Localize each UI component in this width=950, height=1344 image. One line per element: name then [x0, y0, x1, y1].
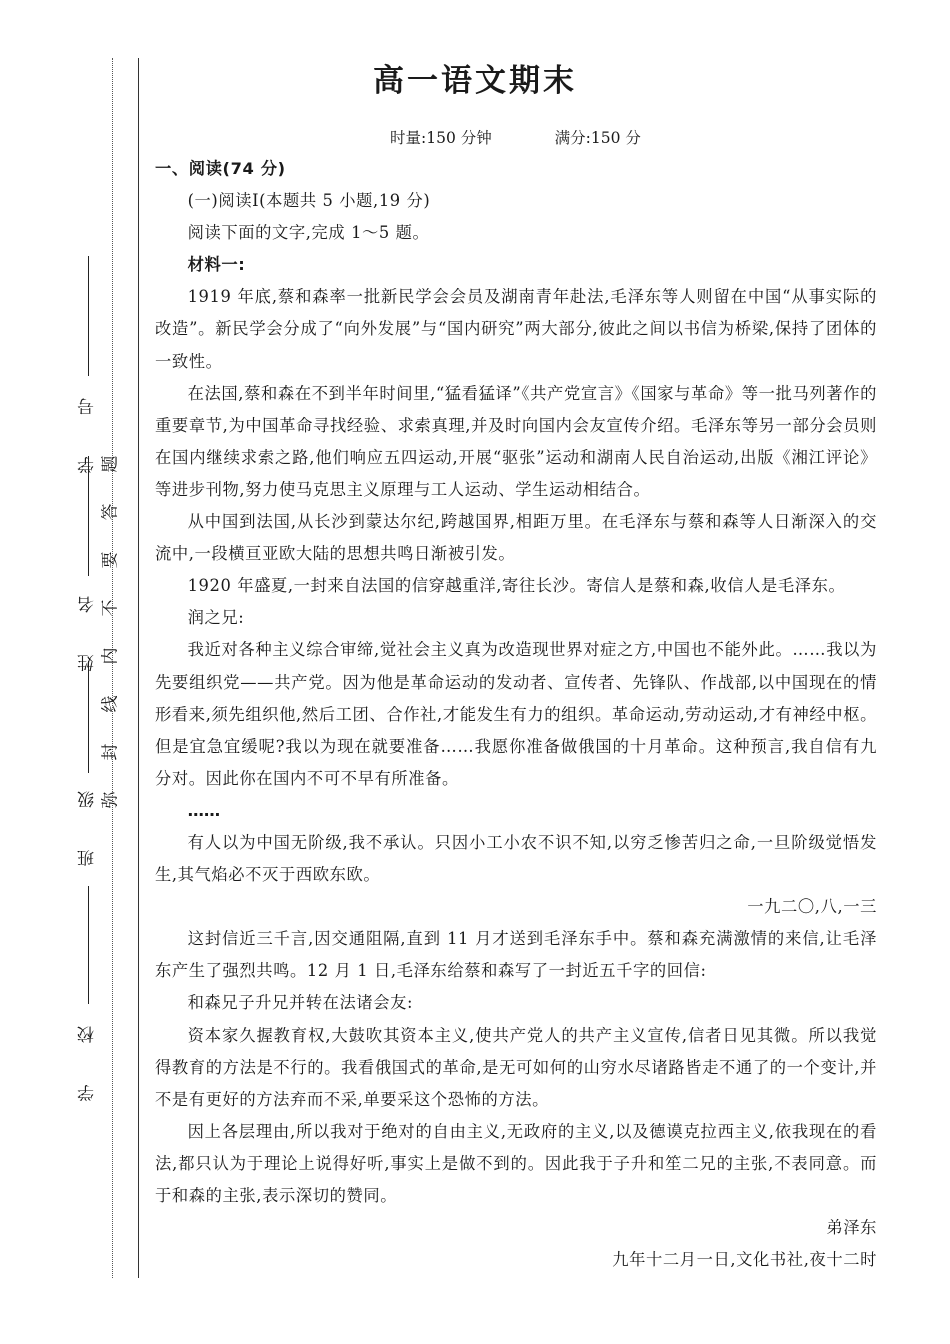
exam-score: 满分:150 分 — [554, 129, 641, 147]
class-blank-line[interactable] — [72, 655, 104, 773]
letter-ellipsis: …… — [187, 800, 221, 820]
reading-content — [155, 153, 877, 1276]
school-blank-line[interactable] — [72, 880, 104, 1004]
paragraph: 从中国到法国,从长沙到蒙达尔纪,跨越国界,相距万里。在毛泽东与蔡和森等人日渐深入的交流中,一段横亘亚欧大陆的思想共鸣日渐被引发。 — [155, 512, 877, 564]
class-label: 班 级 — [78, 773, 98, 867]
letter-body: 因上各层理由,所以我对于绝对的自由主义,无政府的主义,以及德谟克拉西主义,依我现在的看法,都只认为于理论上说得好听,事实上是做不到的。因此我于子升和笙二兄的主张,不表同意。而于和森的主张,表示深切的赞同。 — [155, 1121, 877, 1205]
seal-notice-char: 弥 — [100, 791, 120, 809]
name-field — [72, 578, 104, 671]
paragraph: 1920 年盛夏,一封来自法国的信穿越重洋,寄往长沙。寄信人是蔡和森,收信人是毛泽东。 — [187, 576, 846, 596]
school-label: 学 校 — [78, 1008, 98, 1102]
seal-notice-char: 线 — [100, 695, 120, 713]
name-label: 姓 名 — [78, 578, 98, 672]
section-title: 一、阅读(74 分) — [155, 159, 286, 178]
student-id-field — [72, 380, 104, 473]
class-field — [72, 773, 104, 866]
letter-body: 有人以为中国无阶级,我不承认。只因小工小农不识不知,以穷乏惨苦归之命,一旦阶级觉悟发生,其气焰必不灭于西欧东欧。 — [155, 832, 877, 885]
instruction: 阅读下面的文字,完成 1～5 题。 — [187, 223, 430, 243]
exam-title: 高一语文期末 — [373, 63, 577, 99]
letter-signature: 弟泽东 — [826, 1218, 877, 1238]
seal-notice-char: 内 — [100, 647, 120, 665]
seal-notice-char: 不 — [100, 599, 120, 617]
student-id-label: 学 号 — [78, 380, 98, 474]
paragraph: 1919 年底,蔡和森率一批新民学会会员及湖南青年赴法,毛泽东等人则留在中国“从事实际的改造”。新民学会分成了“向外发展”与“国内研究”两大部分,彼此之间以书信为桥梁,保持了团体的一致性。 — [155, 287, 877, 371]
exam-meta — [390, 126, 699, 148]
letter-salutation: 润之兄: — [187, 608, 245, 628]
seal-notice-char: 要 — [100, 551, 120, 569]
paragraph: 这封信近三千言,因交通阻隔,直到 11 月才送到毛泽东手中。蔡和森充满激情的来信,让毛泽东产生了强烈共鸣。12 月 1 日,毛泽东给蔡和森写了一封近五千字的回信: — [155, 929, 877, 981]
seal-notice-char: 答 — [100, 503, 120, 521]
part-title: (一)阅读Ⅰ(本题共 5 小题,19 分) — [187, 191, 431, 211]
seal-notice-char: 封 — [100, 743, 120, 761]
student-id-blank-line[interactable] — [72, 250, 104, 376]
letter-salutation: 和森兄子升兄并转在法诸会友: — [187, 993, 414, 1013]
exam-time: 时量:150 分钟 — [390, 129, 492, 147]
seal-notice — [100, 440, 140, 824]
letter-body: 我近对各种主义综合审缔,觉社会主义真为改造现世界对症之方,中国也不能外此。……我以为先要组织党——共产党。因为他是革命运动的发动者、宣传者、先锋队、作战部,以中国现在的情形看来,须先组织他,然后工团、合作社,才能发生有力的组织。革命运动,劳动运动,才有神经中枢。但是宜急宜缓呢?我以为现在就要准备……我愿你准备做俄国的十月革命。这种预言,我自信有九分对。因此你在国内不可不早有所准备。 — [155, 640, 877, 788]
material-title: 材料一: — [187, 255, 246, 275]
paragraph: 在法国,蔡和森在不到半年时间里,“猛看猛译”《共产党宣言》《国家与革命》等一批马列著作的重要章节,为中国革命寻找经验、求索真理,并及时向国内会友宣传介绍。毛泽东等另一部分会员则在国内继续求索之路,他们响应五四运动,开展“驱张”运动和湖南人民自治运动,出版《湘江评论》等进步刊物,努力使马克思主义原理与工人运动、学生运动相结合。 — [155, 383, 877, 499]
school-field — [72, 1008, 104, 1101]
seal-notice-char: 题 — [100, 455, 120, 473]
letter-date: 九年十二月一日,文化书社,夜十二时 — [612, 1250, 877, 1270]
letter-date: 一九二〇,八,一三 — [747, 897, 877, 917]
letter-body: 资本家久握教育权,大鼓吹其资本主义,使共产党人的共产主义宣传,信者日见其微。所以我觉得教育的方法是不行的。我看俄国式的革命,是无可如何的山穷水尽诸路皆走不通了的一个变计,并不是有更好的方法弃而不采,单要采这个恐怖的方法。 — [155, 1025, 877, 1109]
